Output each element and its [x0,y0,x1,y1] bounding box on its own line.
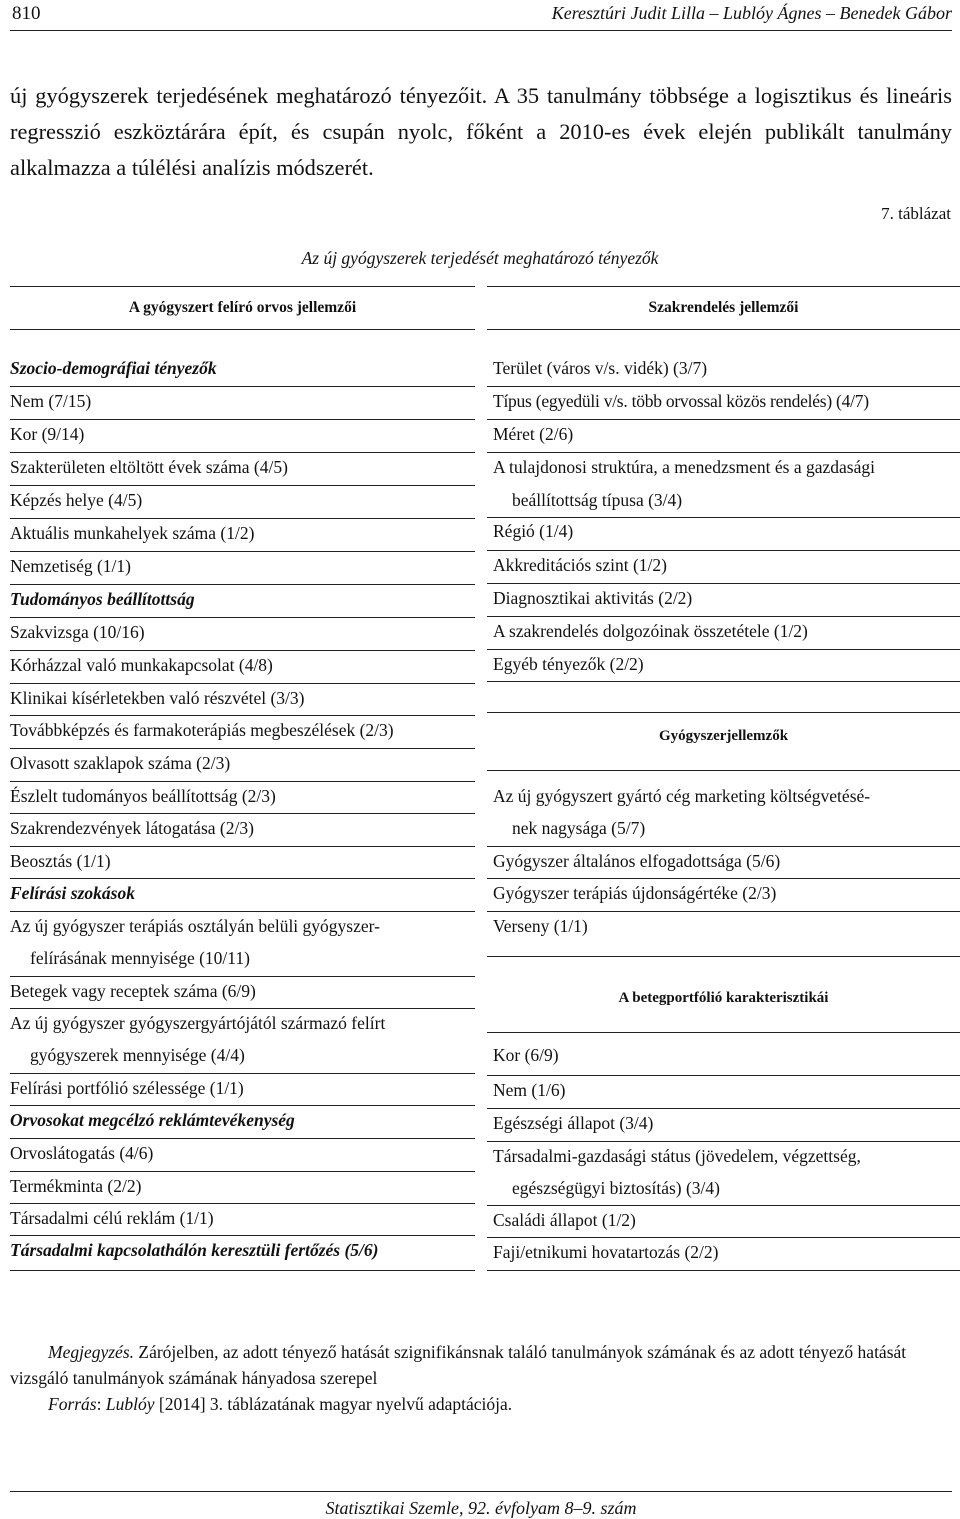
left-section-heading: Társadalmi kapcsolathálón keresztüli fertőzés (5/6) [10,1240,379,1260]
running-head: Keresztúri Judit Lilla – Lublóy Ágnes – Benedek Gábor [551,3,952,23]
left-row: Az új gyógyszer terápiás osztályán belüli gyógyszer- [10,916,380,936]
row-divider [487,517,960,518]
row-divider [10,878,475,879]
row-divider [10,1008,475,1009]
left-row: Az új gyógyszer gyógyszergyártójától származó felírt [10,1013,386,1033]
row-divider [487,452,960,453]
left-row: Társadalmi célú reklám (1/1) [10,1208,214,1228]
left-row: Kórházzal való munkakapcsolat (4/8) [10,655,273,675]
table-source [10,1391,954,1417]
row-divider [487,616,960,617]
row-divider [487,846,960,847]
journal-footer: Statisztikai Szemle, 92. évfolyam 8–9. szám [325,1498,637,1518]
left-section-heading: Orvosokat megcélzó reklámtevékenység [10,1110,295,1130]
row-divider [10,976,475,977]
right-row: Méret (2/6) [493,424,574,444]
row-divider [487,386,960,387]
patient-portfolio-header: A betegportfólió karakterisztikái [618,990,829,1006]
left-row: Kor (9/14) [10,424,85,444]
left-row: Aktuális munkahelyek száma (1/2) [10,523,255,543]
section-rule [487,956,960,957]
section-rule [487,1032,960,1033]
row-divider [10,1171,475,1172]
row-divider [10,551,475,552]
row-divider [487,1205,960,1206]
left-row: Betegek vagy receptek száma (6/9) [10,981,256,1001]
left-row: Szakrendezvények látogatása (2/3) [10,818,254,838]
left-row: Képzés helye (4/5) [10,490,143,510]
right-row: Gyógyszer általános elfogadottsága (5/6) [493,851,781,871]
row-divider [10,617,475,618]
right-row-continuation: beállítottság típusa (3/4) [512,490,683,510]
drug-characteristics-header: Gyógyszerjellemzők [658,728,789,744]
row-divider [10,1073,475,1074]
left-row: Termékminta (2/2) [10,1176,142,1196]
left-row: Észlelt tudományos beállítottság (2/3) [10,786,276,806]
right-row: Típus (egyedüli v/s. több orvossal közös rendelés) (4/7) [493,391,869,411]
row-divider [10,485,475,486]
row-divider [487,583,960,584]
row-divider [487,1108,960,1109]
row-divider [10,584,475,585]
row-divider [10,1138,475,1139]
row-divider [10,683,475,684]
left-row-continuation: felírásának mennyisége (10/11) [30,948,250,968]
right-row: Családi állapot (1/2) [493,1210,636,1230]
source-label: Forrás [48,1394,97,1414]
source-colon: : [96,1394,102,1414]
row-divider [10,715,475,716]
left-column-header: A gyógyszert felíró orvos jellemzői [10,286,475,330]
right-row: Terület (város v/s. vidék) (3/7) [493,358,708,378]
row-divider [10,386,475,387]
right-column-header: Szakrendelés jellemzői [487,286,960,330]
left-section-heading: Tudományos beállítottság [10,589,195,609]
page-number: 810 [12,3,41,24]
row-divider [10,911,475,912]
left-row: Továbbképzés és farmakoterápiás megbeszélések (2/3) [10,720,394,740]
right-row: Diagnosztikai aktivitás (2/2) [493,588,693,608]
row-divider [487,911,960,912]
note-label: Megjegyzés. [48,1342,135,1362]
right-row: Egészségi állapot (3/4) [493,1113,654,1133]
row-divider [10,1203,475,1204]
source-text: [2014] 3. táblázatának magyar nyelvű adaptációja. [158,1394,513,1414]
row-divider [10,813,475,814]
row-divider [10,748,475,749]
left-row: Klinikai kísérletekben való részvétel (3/3) [10,688,305,708]
right-row: Nem (1/6) [493,1080,566,1100]
right-row: Gyógyszer terápiás újdonságértéke (2/3) [493,883,777,903]
left-row: Nemzetiség (1/1) [10,556,131,576]
left-row: Olvasott szaklapok száma (2/3) [10,753,231,773]
row-divider [487,878,960,879]
right-row: Akkreditációs szint (1/2) [493,555,667,575]
row-divider [487,1075,960,1076]
right-row: Régió (1/4) [493,521,574,541]
left-row: Szakvizsga (10/16) [10,622,145,642]
right-row: A tulajdonosi struktúra, a menedzsment és a gazdasági [493,457,875,477]
right-row: Társadalmi-gazdasági státus (jövedelem, végzettség, [493,1146,861,1166]
right-row: Egyéb tényezők (2/2) [493,654,644,674]
right-row-continuation: egészségügyi biztosítás) (3/4) [512,1178,721,1198]
table-bottom-rule [10,1270,475,1271]
row-divider [10,650,475,651]
left-row: Beosztás (1/1) [10,851,111,871]
table-title: Az új gyógyszerek terjedését meghatározó tényezők [301,248,659,268]
left-row: Orvoslátogatás (4/6) [10,1143,154,1163]
left-section-heading: Szocio-demográfiai tényezők [10,358,217,378]
left-row-continuation: gyógyszerek mennyisége (4/4) [30,1045,245,1065]
right-row-continuation: nek nagysága (5/7) [512,818,646,838]
row-divider [10,518,475,519]
right-row: Faji/etnikumi hovatartozás (2/2) [493,1242,719,1262]
right-row: A szakrendelés dolgozóinak összetétele (1/2) [493,621,808,641]
right-row: Az új gyógyszert gyártó cég marketing költségvetésé- [493,786,871,806]
row-divider [487,1141,960,1142]
row-divider [10,1235,475,1236]
row-divider [487,1237,960,1238]
table-note [10,1339,954,1391]
row-divider [487,550,960,551]
section-rule [487,712,960,713]
row-divider [10,419,475,420]
left-section-heading: Felírási szokások [10,883,135,903]
row-divider [487,681,960,682]
row-divider [10,781,475,782]
page-header [10,0,952,31]
row-divider [487,419,960,420]
table-label: 7. táblázat [881,204,951,223]
left-row: Nem (7/15) [10,391,92,411]
page-footer [10,1491,952,1518]
source-author: Lublóy [105,1394,155,1414]
table-bottom-rule [487,1270,960,1271]
row-divider [10,846,475,847]
row-divider [10,452,475,453]
intro-paragraph: új gyógyszerek terjedésének meghatározó tényezőit. A 35 tanulmány többsége a logisztikus és lineáris regresszió eszköztárára épít, és csupán nyolc, főként a 2010-es évek elején publikált tanulmány alkalmazza a túlélési analízis módszerét. [10,83,952,180]
row-divider [487,649,960,650]
section-rule [487,770,960,771]
right-row: Kor (6/9) [493,1045,559,1065]
left-row: Szakterületen eltöltött évek száma (4/5) [10,457,288,477]
left-row: Felírási portfólió szélessége (1/1) [10,1078,244,1098]
right-row: Verseny (1/1) [493,916,588,936]
note-text: Zárójelben, az adott tényező hatását szignifikánsnak találó tanulmányok számának és az adott tényező hatását vizsgáló tanulmányok számának hányadosa szerepel [10,1342,907,1388]
row-divider [10,1105,475,1106]
